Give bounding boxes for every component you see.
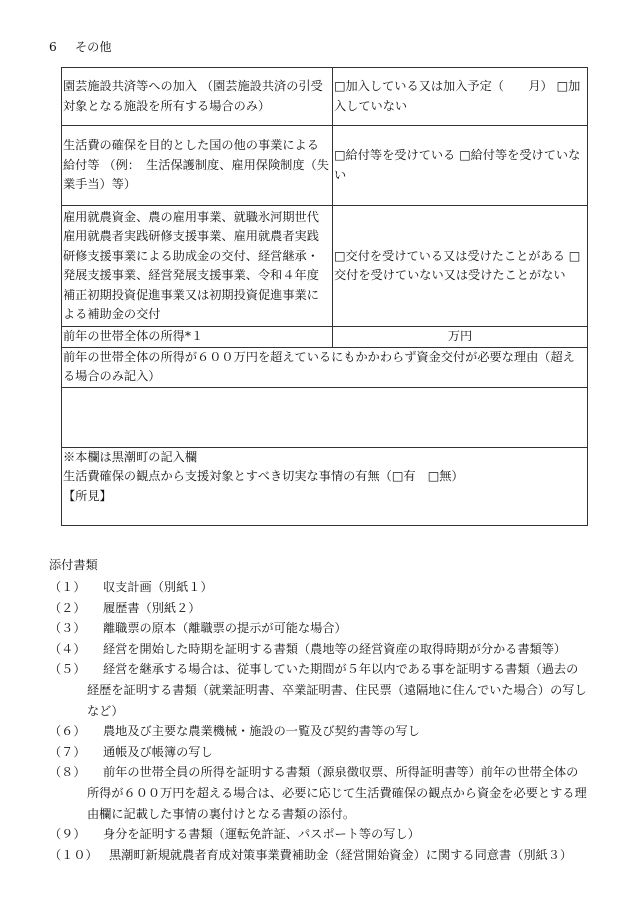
item-number: （８） xyxy=(49,765,86,780)
benefit-options: □給付等を受けている □給付等を受けていない xyxy=(333,126,588,206)
item-number: （４） xyxy=(49,641,86,656)
item-number: （６） xyxy=(49,724,86,739)
list-item xyxy=(49,659,589,721)
list-item xyxy=(49,721,589,742)
table-row xyxy=(62,126,588,206)
item-text: 経営を継承する場合は、従事していた期間が５年以内である事を証明する書類（過去の経歴を証明する書類（就業証明書、卒業証明書、住民票（遠隔地に住んでいた場合）の写しなど） xyxy=(87,662,587,718)
item-text: 黒潮町新規就農者育成対策事業費補助金（経営開始資金）に関する同意書（別紙３） xyxy=(109,847,573,862)
list-item xyxy=(49,742,589,763)
section-heading xyxy=(49,38,112,58)
benefit-label: 生活費の確保を目的とした国の他の事業による給付等 （例： 生活保護制度、雇用保険制度（失業手当）等） xyxy=(62,126,333,206)
item-number: （７） xyxy=(49,744,86,759)
list-item xyxy=(49,845,589,866)
other-info-table xyxy=(61,67,588,526)
attachments-heading: 添付書類 xyxy=(49,558,98,572)
item-text: 経営を開始した時期を証明する書類（農地等の経営資産の取得時期が分かる書類等） xyxy=(103,641,567,656)
item-text: 通帳及び帳簿の写し xyxy=(103,744,213,759)
list-item xyxy=(49,598,589,619)
subsidy-options: □交付を受けている又は受けたことがある □交付を受けていない又は受けたことがない xyxy=(333,206,588,327)
item-text: 履歴書（別紙２） xyxy=(103,600,201,615)
item-text: 離職票の原本（離職票の提示が可能な場合） xyxy=(103,621,347,636)
town-box-question: 生活費確保の観点から支援対象とすべき切実な事情の有無（□有 □無） xyxy=(63,469,464,483)
insurance-options: □加入している又は加入予定（ 月） □加入していない xyxy=(333,68,588,126)
table-row xyxy=(62,387,588,447)
item-number: （２） xyxy=(49,600,86,615)
item-number: （１） xyxy=(49,580,86,594)
item-number: （５） xyxy=(49,662,86,677)
reason-entry-field[interactable] xyxy=(62,387,588,447)
reason-label: 前年の世帯全体の所得が６００万円を超えているにもかかわらず資金交付が必要な理由（超える場合のみ記入） xyxy=(62,347,588,387)
item-text: 身分を証明する書類（運転免許証、パスポート等の写し） xyxy=(103,827,420,842)
table-row xyxy=(62,327,588,348)
subsidy-label: 雇用就農資金、農の雇用事業、就職氷河期世代雇用就農者実践研修支援事業、雇用就農者実践研修支援事業による助成金の交付、経営継承・発展支援事業、経営発展支援事業、令和４年度補正初期投資促進事業又は初期投資促進事業による補助金の交付 xyxy=(62,206,333,327)
insurance-label: 園芸施設共済等への加入 （園芸施設共済の引受対象となる施設を所有する場合のみ） xyxy=(62,68,333,126)
table-row xyxy=(62,206,588,327)
town-box-opinion: 【所見】 xyxy=(63,488,112,503)
item-text: 前年の世帯全員の所得を証明する書類（源泉徴収票、所得証明書等）前年の世帯全体の所得が６００万円を超える場合は、必要に応じて生活費確保の観点から資金を必要とする理由欄に記載した事情の裏付けとなる書類の添付。 xyxy=(87,765,587,821)
list-item xyxy=(49,639,589,660)
item-number: （９） xyxy=(49,827,86,842)
list-item xyxy=(49,824,589,845)
table-row xyxy=(62,447,588,525)
income-unit: 万円 xyxy=(333,327,588,348)
section-title: その他 xyxy=(75,40,112,54)
table-row xyxy=(62,347,588,387)
town-entry-box xyxy=(62,447,588,525)
attachments-list xyxy=(49,577,589,865)
list-item xyxy=(49,577,589,598)
table-row xyxy=(62,68,588,126)
section-number: 6 xyxy=(49,40,57,54)
item-number: （３） xyxy=(49,621,86,636)
income-label: 前年の世帯全体の所得*１ xyxy=(62,327,333,348)
item-text: 農地及び主要な農業機械・施設の一覧及び契約書等の写し xyxy=(103,724,420,739)
item-number: （１０） xyxy=(49,847,98,862)
list-item xyxy=(49,762,589,824)
item-text: 収支計画（別紙１） xyxy=(103,580,213,594)
list-item xyxy=(49,618,589,639)
town-box-title: ※本欄は黒潮町の記入欄 xyxy=(63,449,198,464)
